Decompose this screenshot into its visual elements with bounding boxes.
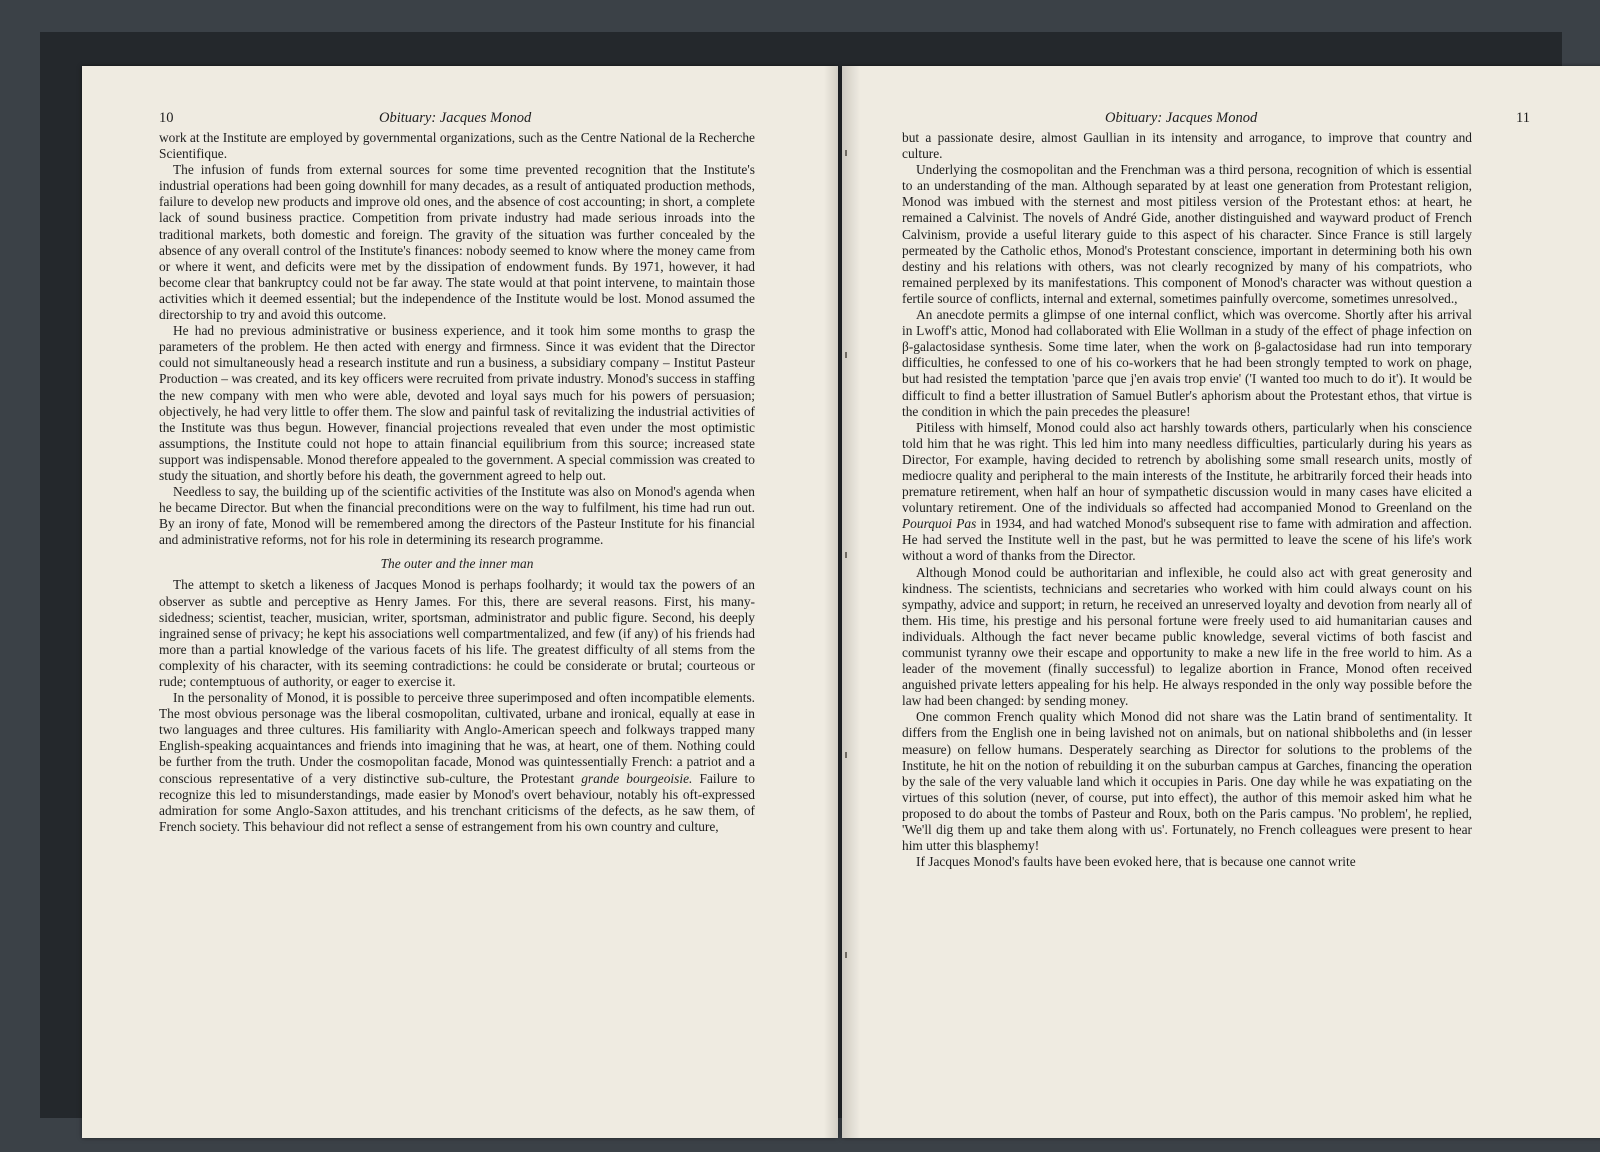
right-page (842, 66, 1600, 1138)
section-heading: The outer and the inner man (380, 556, 534, 572)
italic-phrase: Pourquoi Pas (902, 516, 977, 532)
left-page-header (159, 108, 782, 128)
binding-mark (845, 752, 847, 758)
paragraph (902, 420, 1472, 565)
paragraph: but a passionate desire, almost Gaullian in its intensity and arrogance, to improve that country and culture. (902, 130, 1472, 162)
left-page (82, 66, 838, 1138)
paragraph: The attempt to sketch a likeness of Jacques Monod is perhaps foolhardy; it would tax the powers of an observer as subtle and perceptive as Henry James. For this, there are several reasons. First, his many-sidedness; scientist, teacher, musician, writer, sportsman, administrator and public figure. Second, his deeply ingrained sense of privacy; he kept his associations well compartmentalized, and few (if any) of his friends had more than a partial knowledge of the various facets of his life. The greatest difficulty of all stems from the complexity of his character, with its seeming contradictions: he could be considerate or brutal; courteous or rude; contemptuous of authority, or eager to exercise it. (159, 577, 755, 689)
paragraph: An anecdote permits a glimpse of one internal conflict, which was overcome. Shortly after his arrival in Lwoff's attic, Monod had collaborated with Elie Wollman in a study of the effect of phage infection on β-galactosidase synthesis. Some time later, when the work on β-galactosidase had run into temporary difficulties, he confessed to one of his co-workers that he had been strongly tempted to work on phage, but had resisted the temptation 'parce que j'en avais trop envie' ('I wanted too much to do it'). It would be difficult to find a better illustration of Samuel Butler's aphorism about the Protestant ethos, that virtue is the condition in which the pain precedes the pleasure! (902, 307, 1472, 419)
book-spread (40, 32, 1562, 1118)
left-page-number: 10 (159, 110, 174, 126)
paragraph: Underlying the cosmopolitan and the Frenchman was a third persona, recognition of which is essential to an understanding of the man. Although separated by at least one generation from Protestant religion, Monod was imbued with the sternest and most pitiless version of the Protestant ethos: at heart, he remained a Calvinist. The novels of André Gide, another distinguished and wayward product of French Calvinism, provide a useful literary guide to this aspect of his character. Since France is still largely permeated by the Catholic ethos, Monod's Protestant conscience, important in determining both his own destiny and his relations with others, was not clearly recognized by many of his compatriots, who remained perplexed by its manifestations. This component of Monod's character was without question a fertile source of conflicts, internal and external, sometimes painfully overcome, sometimes unresolved., (902, 162, 1472, 306)
paragraph: He had no previous administrative or business experience, and it took him some months to grasp the parameters of the problem. He then acted with energy and firmness. Since it was evident that the Director could not simultaneously head a research institute and run a business, a subsidiary company – Institut Pasteur Production – was created, and its key officers were recruited from private industry. Monod's success in staffing the new company with men who were able, devoted and loyal says much for his powers of persuasion; objectively, he had very little to offer them. The slow and painful task of revitalizing the industrial activities of the Institute was thus begun. However, financial projections revealed that even under the most optimistic assumptions, the Institute could not hope to attain financial equilibrium from this source; increased state support was indispensable. Monod therefore appealed to the government. A special commission was created to study the situation, and shortly before his death, the government agreed to help out. (159, 323, 755, 483)
paragraph: If Jacques Monod's faults have been evoked here, that is because one cannot write (916, 854, 1356, 870)
paragraph: Needless to say, the building up of the scientific activities of the Institute was also on Monod's agenda when he became Director. But when the financial preconditions were on the way to fulfilment, his time had run out. By an irony of fate, Monod will be remembered among the directors of the Pasteur Institute for his financial and administrative reforms, not for his role in determining its research programme. (159, 484, 755, 548)
paragraph: Although Monod could be authoritarian and inflexible, he could also act with great generosity and kindness. The scientists, technicians and secretaries who worked with him could always count on his sympathy, advice and support; in return, he received an unreserved loyalty and devotion from nearly all of them. His time, his prestige and his personal fortune were freely used to aid humanitarian causes and individuals. Although the fact never became public knowledge, several victims of both fascist and communist tyranny owe their escape and opportunity to make a new life in the free world to him. As a leader of the movement (finally successful) to legalize abortion in France, Monod often received anguished private letters appealing for his help. He always responded in the only way possible before the law had been changed: by sending money. (902, 564, 1472, 709)
paragraph: The infusion of funds from external sources for some time prevented recognition that the Institute's industrial operations had been going downhill for many decades, as a result of antiquated production methods, failure to develop new products and improve old ones, and the absence of cost accounting; in short, a complete lack of sound business practice. Competition from private industry had made serious inroads into the traditional markets, both domestic and foreign. The gravity of the situation was further concealed by the absence of any overall control of the Institute's finances: nobody seemed to know where the money came from or where it went, and deficits were met by the dissipation of endowment funds. By 1971, however, it had become clear that bankruptcy could not be far away. The state would at that point intervene, to maintain those activities which it deemed essential; but the independence of the Institute would be lost. Monod assumed the directorship to try and avoid this outcome. (159, 162, 755, 323)
italic-phrase: grande bourgeoisie. (581, 770, 693, 786)
binding-mark (845, 352, 847, 358)
paragraph: One common French quality which Monod did not share was the Latin brand of sentimentality. It differs from the English one in being lavished not on animals, but on national shibboleths and (in lesser measure) on fellow humans. Desperately searching as Director for solutions to the problems of the Institute, he hit on the notion of rebuilding it on the suburban campus at Garches, financing the operation by the sale of the very valuable land which it occupies in Paris. One day while he was expatiating on the virtues of this solution (never, of course, put into effect), the author of this memoir asked him what he proposed to do about the tombs of Pasteur and Roux, both on the Paris campus. 'No problem', he replied, 'We'll dig them up and take them along with us'. Fortunately, no French colleagues were present to hear him utter this blasphemy! (902, 709, 1472, 854)
right-page-number: 11 (1516, 110, 1530, 126)
binding-mark (845, 150, 847, 156)
paragraph-text: Pitiless with himself, Monod could also act harshly towards others, particularly when his conscience told him that he was right. This led him into many needless difficulties, particularly during his years as Director, For example, having decided to retrench by abolishing some small research units, mostly of mediocre quality and peripheral to the main interests of the Institute, he arbitrarily forced their heads into premature retirement, when half an hour of sympathetic discussion would in many cases have elicited a voluntary retirement. One of the individuals so affected had accompanied Monod to Greenland on the (902, 419, 1472, 516)
paragraph-text: Failure to recognize this led to misunderstandings, made easier by Monod's overt behaviour, notably his oft-expressed admiration for some Anglo-Saxon attitudes, and his trenchant criticisms of the defects, as he saw them, of French society. This behaviour did not reflect a sense of estrangement from his own country and culture, (159, 770, 755, 834)
right-running-head: Obituary: Jacques Monod (1105, 110, 1258, 126)
paragraph (159, 690, 755, 835)
left-page-body (159, 130, 755, 835)
binding-mark (845, 552, 847, 558)
right-page-body (902, 130, 1472, 870)
paragraph-text: In the personality of Monod, it is possible to perceive three superimposed and often incompatible elements. The most obvious personage was the liberal cosmopolitan, cultivated, urbane and ironical, equally at ease in two languages and three cultures. His familiarity with Anglo-American speech and folkways trapped many English-speaking acquaintances and friends into imagining that he was, at heart, one of them. Nothing could be further from the truth. Under the cosmopolitan facade, Monod was quintessentially French: a patriot and a conscious representative of a very distinctive sub-culture, the Protestant (159, 690, 755, 786)
left-running-head: Obituary: Jacques Monod (379, 110, 532, 126)
paragraph: work at the Institute are employed by governmental organizations, such as the Centre National de la Recherche Scientifique. (159, 130, 755, 162)
right-page-header (902, 108, 1530, 128)
binding-mark (845, 952, 847, 958)
paragraph-text: in 1934, and had watched Monod's subsequent rise to fame with admiration and affection. He had served the Institute well in the past, but he was permitted to leave the scene of his life's work without a word of thanks from the Director. (902, 516, 1473, 564)
